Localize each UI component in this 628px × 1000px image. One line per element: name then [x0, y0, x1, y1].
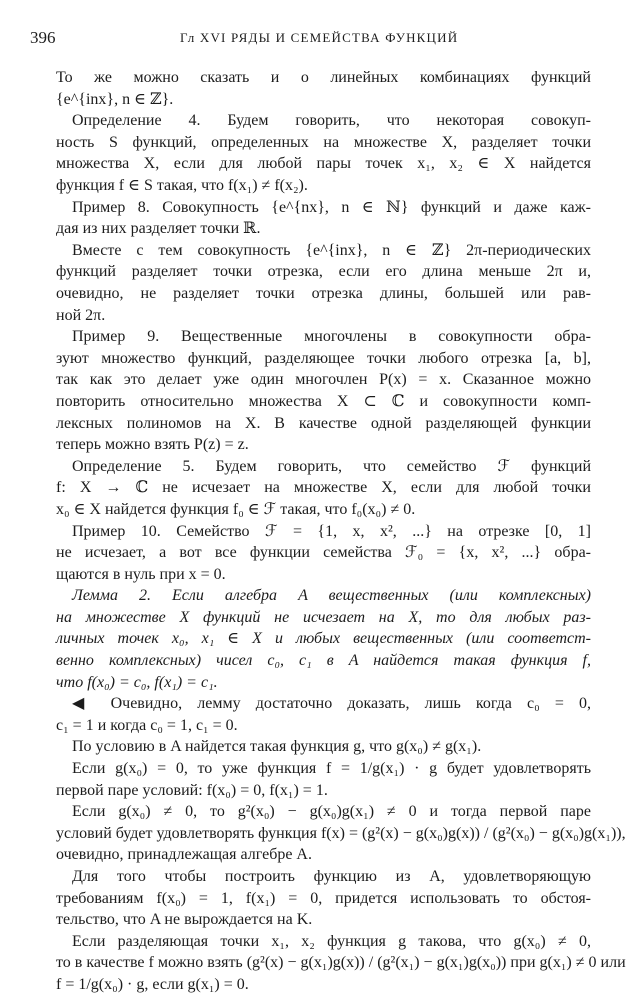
text-line: теперь можно взять P(z) = z. [56, 436, 249, 454]
text-line: Для того чтобы построить функцию из A, удовлетворяющую [72, 868, 591, 886]
text-line: Вместе с тем совокупность {e^{inx}, n ∈ ℤ} 2π-периодических [72, 241, 591, 259]
text-line: щаются в нуль при x = 0. [56, 565, 226, 583]
text-line: не исчезает, а вот все функции семейства ℱ₀ = {x, x², ...} обра- [56, 544, 591, 562]
text-line: Пример 9. Вещественные многочлены в совокупности обра- [72, 328, 591, 346]
text-line: условий будет удовлетворять функция f(x) = (g²(x) − g(x₀)g(x)) / (g²(x₀) − g(x₀)g(x₁)), [56, 824, 626, 842]
text-line: так как это делает уже один многочлен P(x) = x. Сказанное можно [56, 371, 591, 389]
text-line: функций разделяет точки отрезка, если его длина меньше 2π и, [56, 263, 591, 281]
text-line: Лемма 2. Если алгебра A вещественных (или комплексных) [72, 587, 591, 605]
text-line: Пример 8. Совокупность {e^{nx}, n ∈ ℕ} функций и даже каж- [72, 198, 591, 216]
page-number: 396 [30, 28, 56, 47]
text-line: По условию в A найдется такая функция g, что g(x₀) ≠ g(x₁). [72, 738, 482, 756]
text-line: тельство, что A не вырождается на K. [56, 911, 313, 929]
text-line: повторить относительно множества X ⊂ ℂ и совокупности комп- [56, 392, 591, 410]
text-line: ность S функций, определенных на множестве X, разделяет точки [56, 133, 591, 151]
text-line: Если g(x₀) ≠ 0, то g²(x₀) − g(x₀)g(x₁) ≠ 0 и тогда первой паре [72, 803, 591, 821]
text-line: Определение 4. Будем говорить, что некоторая совокуп- [72, 112, 591, 130]
text-line: первой паре условий: f(x₀) = 0, f(x₁) = 1. [56, 781, 328, 799]
text-line: то в качестве f можно взять (g²(x) − g(x₁)g(x)) / (g²(x₁) − g(x₁)g(x₀)) при g(x₁) ≠ 0 или [56, 954, 626, 972]
running-title: Гл XVI РЯДЫ И СЕМЕЙСТВА ФУНКЦИЙ [180, 30, 459, 45]
text-line: очевидно, не разделяет точки отрезка длины, большей или рав- [56, 284, 591, 302]
text-line: f = 1/g(x₀) · g, если g(x₁) = 0. [56, 976, 249, 993]
text-line: что f(x₀) = c₀, f(x₁) = c₁. [56, 673, 218, 691]
text-line: ной 2π. [56, 306, 106, 324]
text-line: личных точек x₀, x₁ ∈ X и любых вещественных (или соответст- [56, 630, 591, 648]
text-line: на множестве X функций не исчезает на X, то для любых раз- [56, 608, 591, 626]
text-line: То же можно сказать и о линейных комбинациях функций [56, 69, 591, 86]
text-line: f: X → ℂ не исчезает на множестве X, если для любой точки [56, 479, 591, 497]
text-line: зуют множество функций, разделяющее точки любого отрезка [a, b], [56, 349, 591, 367]
text-line: Пример 10. Семейство ℱ = {1, x, x², ...} на отрезке [0, 1] [72, 522, 591, 540]
text-line: венно комплексных) чисел c₀, c₁ в A найдется такая функция f, [56, 652, 591, 670]
page-header [30, 28, 595, 50]
text-line: ◀ Очевидно, лемму достаточно доказать, лишь когда c₀ = 0, [72, 695, 591, 713]
text-line: {e^{inx}, n ∈ ℤ}. [56, 90, 174, 108]
text-line: c₁ = 1 и когда c₀ = 1, c₁ = 0. [56, 716, 238, 734]
text-line: x₀ ∈ X найдется функция f₀ ∈ ℱ такая, что f₀(x₀) ≠ 0. [56, 500, 416, 518]
text-line: очевидно, принадлежащая алгебре A. [56, 846, 312, 864]
text-line: требованиям f(x₀) = 1, f(x₁) = 0, придется использовать то обстоя- [56, 889, 591, 907]
text-line: лексных полиномов на X. В качестве одной разделяющей функции [56, 414, 591, 432]
text-line: Если g(x₀) = 0, то уже функция f = 1/g(x₁) · g будет удовлетворять [72, 760, 591, 778]
text-line: дая из них разделяет точки ℝ. [56, 220, 261, 238]
text-line: Определение 5. Будем говорить, что семейство ℱ функций [72, 457, 591, 475]
text-line: множества X, если для любой пары точек x₁, x₂ ∈ X найдется [56, 155, 591, 173]
text-line: функция f ∈ S такая, что f(x₁) ≠ f(x₂). [56, 176, 308, 194]
text-line: Если разделяющая точки x₁, x₂ функция g такова, что g(x₀) ≠ 0, [72, 932, 591, 950]
